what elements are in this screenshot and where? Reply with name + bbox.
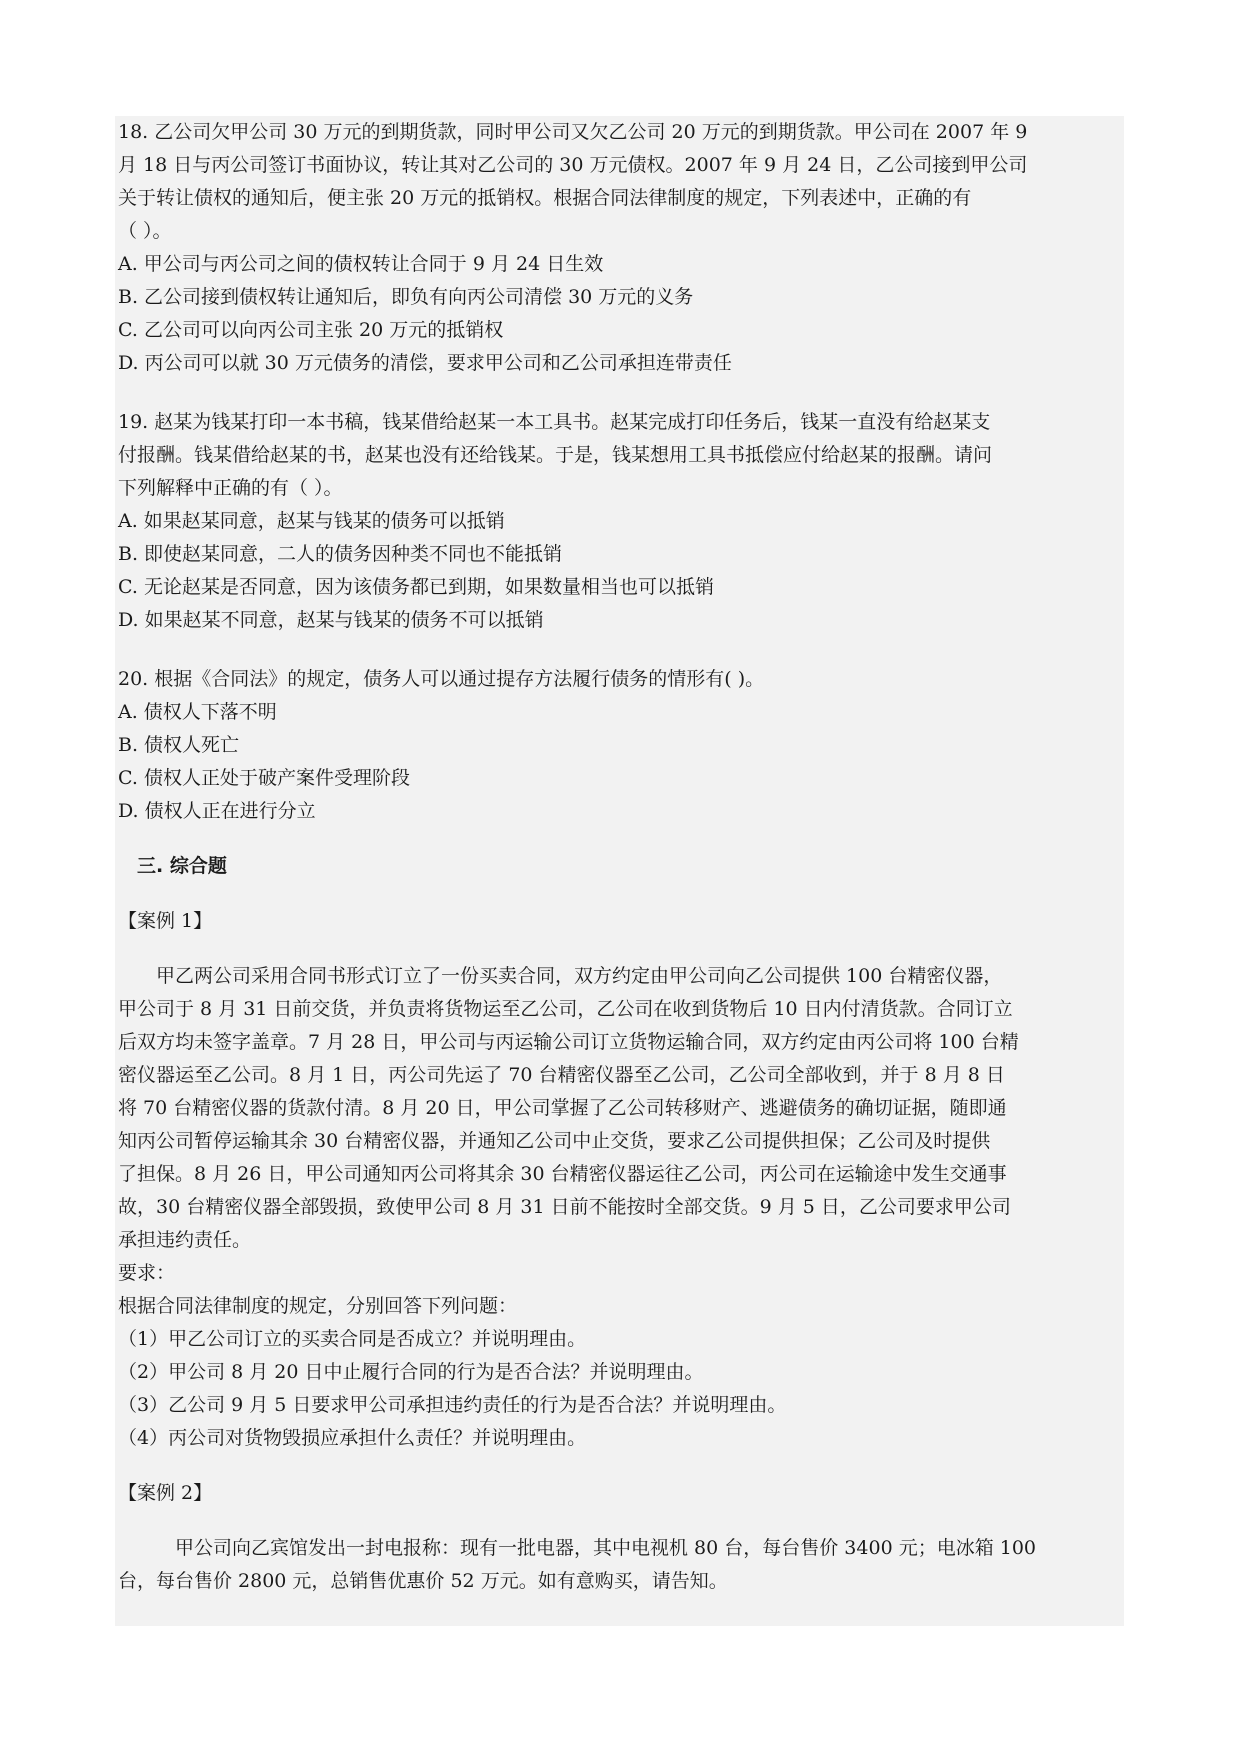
case-text-line: 故，30 台精密仪器全部毁损，致使甲公司 8 月 31 日前不能按时全部交货。9 月 5 日，乙公司要求甲公司 bbox=[118, 1196, 1011, 1218]
option-a: A. 甲公司与丙公司之间的债权转让合同于 9 月 24 日生效 bbox=[118, 253, 604, 275]
case-text-line: 甲公司于 8 月 31 日前交货，并负责将货物运至乙公司，乙公司在收到货物后 10 日内付清货款。合同订立 bbox=[118, 998, 1013, 1020]
option-c: C. 无论赵某是否同意，因为该债务都已到期，如果数量相当也可以抵销 bbox=[118, 576, 714, 598]
case-question-4: （4）丙公司对货物毁损应承担什么责任？并说明理由。 bbox=[118, 1427, 587, 1449]
case-1-body bbox=[115, 960, 1124, 1455]
question-stem-line: 18. 乙公司欠甲公司 30 万元的到期货款，同时甲公司又欠乙公司 20 万元的到期货款。甲公司在 2007 年 9 bbox=[118, 121, 1028, 143]
option-c: C. 乙公司可以向丙公司主张 20 万元的抵销权 bbox=[118, 319, 504, 341]
case-text-line: 将 70 台精密仪器的货款付清。8 月 20 日，甲公司掌握了乙公司转移财产、逃避债务的确切证据，随即通 bbox=[118, 1097, 1007, 1119]
document-content bbox=[115, 116, 1124, 1626]
option-a: A. 如果赵某同意，赵某与钱某的债务可以抵销 bbox=[118, 510, 505, 532]
option-c: C. 债权人正处于破产案件受理阶段 bbox=[118, 767, 410, 789]
question-18 bbox=[115, 116, 1124, 380]
case-text-line: 密仪器运至乙公司。8 月 1 日，丙公司先运了 70 台精密仪器至乙公司，乙公司全部收到，并于 8 月 8 日 bbox=[118, 1064, 1005, 1086]
case-text-line: 根据合同法律制度的规定，分别回答下列问题： bbox=[118, 1295, 518, 1317]
case-text-line: 甲乙两公司采用合同书形式订立了一份买卖合同，双方约定由甲公司向乙公司提供 100 台精密仪器， bbox=[118, 965, 1003, 987]
question-20 bbox=[115, 663, 1124, 828]
case-text-line: 台，每台售价 2800 元，总销售优惠价 52 万元。如有意购买，请告知。 bbox=[118, 1570, 728, 1592]
option-b: B. 乙公司接到债权转让通知后，即负有向丙公司清偿 30 万元的义务 bbox=[118, 286, 694, 308]
question-stem-line: （ ）。 bbox=[118, 220, 172, 242]
question-stem-line: 下列解释中正确的有（ ）。 bbox=[118, 477, 343, 499]
case-1-title: 【案例 1】 bbox=[118, 910, 213, 932]
question-stem-line: 19. 赵某为钱某打印一本书稿，钱某借给赵某一本工具书。赵某完成打印任务后，钱某一直没有给赵某支 bbox=[118, 411, 991, 433]
case-question-1: （1）甲乙公司订立的买卖合同是否成立？并说明理由。 bbox=[118, 1328, 587, 1350]
case-text-line: 了担保。8 月 26 日，甲公司通知丙公司将其余 30 台精密仪器运往乙公司，丙公司在运输途中发生交通事 bbox=[118, 1163, 1007, 1185]
question-stem-line: 月 18 日与丙公司签订书面协议，转让其对乙公司的 30 万元债权。2007 年 9 月 24 日，乙公司接到甲公司 bbox=[118, 154, 1028, 176]
spacer bbox=[115, 380, 1124, 406]
spacer bbox=[115, 637, 1124, 663]
case-text-line: 承担违约责任。 bbox=[118, 1229, 252, 1251]
case-question-3: （3）乙公司 9 月 5 日要求甲公司承担违约责任的行为是否合法？并说明理由。 bbox=[118, 1394, 787, 1416]
question-stem-line: 20. 根据《合同法》的规定，债务人可以通过提存方法履行债务的情形有( )。 bbox=[118, 668, 765, 690]
option-a: A. 债权人下落不明 bbox=[118, 701, 277, 723]
question-stem-line: 关于转让债权的通知后，便主张 20 万元的抵销权。根据合同法律制度的规定，下列表述中，正确的有 bbox=[118, 187, 972, 209]
option-d: D. 债权人正在进行分立 bbox=[118, 800, 316, 822]
case-text-line: 甲公司向乙宾馆发出一封电报称：现有一批电器，其中电视机 80 台，每台售价 3400 元；电冰箱 100 bbox=[118, 1537, 1036, 1559]
question-19 bbox=[115, 406, 1124, 637]
case-question-2: （2）甲公司 8 月 20 日中止履行合同的行为是否合法？并说明理由。 bbox=[118, 1361, 704, 1383]
requirements-label: 要求： bbox=[118, 1262, 176, 1284]
case-text-line: 后双方均未签字盖章。7 月 28 日，甲公司与丙运输公司订立货物运输合同，双方约定由丙公司将 100 台精 bbox=[118, 1031, 1019, 1053]
section-heading: 三. 综合题 bbox=[137, 855, 227, 877]
option-b: B. 债权人死亡 bbox=[118, 734, 240, 756]
case-text-line: 知丙公司暂停运输其余 30 台精密仪器，并通知乙公司中止交货，要求乙公司提供担保；乙公司及时提供 bbox=[118, 1130, 991, 1152]
case-2-body bbox=[115, 1532, 1124, 1598]
case-2-title: 【案例 2】 bbox=[118, 1482, 213, 1504]
option-d: D. 如果赵某不同意，赵某与钱某的债务不可以抵销 bbox=[118, 609, 544, 631]
option-b: B. 即使赵某同意，二人的债务因种类不同也不能抵销 bbox=[118, 543, 563, 565]
question-stem-line: 付报酬。钱某借给赵某的书，赵某也没有还给钱某。于是，钱某想用工具书抵偿应付给赵某的报酬。请问 bbox=[118, 444, 993, 466]
option-d: D. 丙公司可以就 30 万元债务的清偿，要求甲公司和乙公司承担连带责任 bbox=[118, 352, 732, 374]
